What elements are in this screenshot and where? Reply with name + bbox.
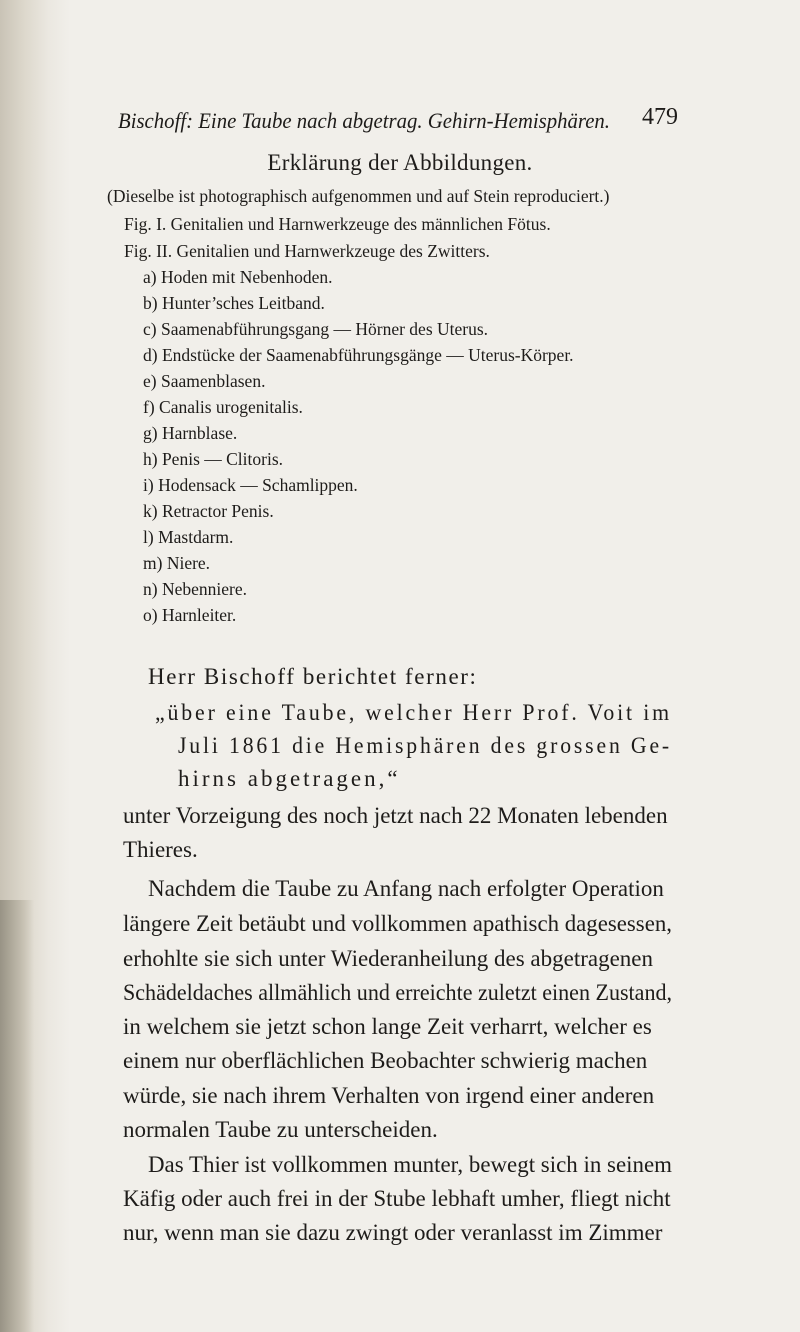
body-line: normalen Taube zu unterscheiden. bbox=[123, 1117, 438, 1142]
legend-item: g) Harnblase. bbox=[143, 423, 238, 443]
figure-caption: Fig. II. Genitalien und Harnwerkzeuge des Zwitters. bbox=[124, 241, 490, 261]
legend-item: f) Canalis urogenitalis. bbox=[143, 397, 303, 417]
body-line: in welchem sie jetzt schon lange Zeit verharrt, welcher es bbox=[123, 1014, 652, 1039]
legend-item: h) Penis — Clitoris. bbox=[143, 449, 284, 469]
legend-item: k) Retractor Penis. bbox=[143, 501, 274, 521]
body-line: Das Thier ist vollkommen munter, bewegt sich in seinem bbox=[148, 1152, 672, 1177]
legend-item: m) Niere. bbox=[143, 553, 211, 573]
legend-item: c) Saamenabführungsgang — Hörner des Uterus. bbox=[143, 319, 489, 339]
body-line: erhohlte sie sich unter Wiederanheilung des abgetragenen bbox=[123, 946, 653, 971]
figure-explanation-heading: Erklärung der Abbildungen. bbox=[267, 150, 533, 175]
figure-note: (Dieselbe ist photographisch aufgenommen und auf Stein reproduciert.) bbox=[107, 186, 610, 206]
legend-item: d) Endstücke der Saamenabführungsgänge — Uterus-Körper. bbox=[143, 345, 574, 365]
body-line: Käfig oder auch frei in der Stube lebhaft umher, fliegt nicht bbox=[123, 1186, 671, 1211]
legend-item: i) Hodensack — Schamlippen. bbox=[143, 475, 358, 495]
quoted-title: Juli 1861 die Hemisphären des grossen Ge- bbox=[178, 733, 673, 758]
body-line: Schädeldaches allmählich und erreichte zuletzt einen Zustand, bbox=[123, 980, 673, 1005]
legend-item: b) Hunter’sches Leitband. bbox=[143, 293, 325, 313]
body-line: unter Vorzeigung des noch jetzt nach 22 Monaten lebenden bbox=[123, 803, 668, 828]
legend-item: e) Saamenblasen. bbox=[143, 371, 266, 391]
quoted-title: „über eine Taube, welcher Herr Prof. Voit im bbox=[155, 700, 673, 725]
quoted-title: hirns abgetragen,“ bbox=[178, 766, 401, 791]
section-intro: Herr Bischoff berichtet ferner: bbox=[148, 664, 478, 689]
running-header bbox=[118, 104, 678, 138]
body-line: Nachdem die Taube zu Anfang nach erfolgter Operation bbox=[148, 876, 664, 901]
running-title: Bischoff: Eine Taube nach abgetrag. Gehirn-Hemisphären. bbox=[118, 108, 611, 133]
legend-item: n) Nebenniere. bbox=[143, 579, 247, 599]
body-line: Thieres. bbox=[123, 837, 198, 862]
body-line: einem nur oberflächlichen Beobachter schwierig machen bbox=[123, 1048, 648, 1073]
legend-item: a) Hoden mit Nebenhoden. bbox=[143, 267, 333, 287]
legend-item: o) Harnleiter. bbox=[143, 605, 237, 625]
legend-item: l) Mastdarm. bbox=[143, 527, 234, 547]
page-number: 479 bbox=[642, 104, 678, 130]
figure-caption: Fig. I. Genitalien und Harnwerkzeuge des männlichen Fötus. bbox=[124, 214, 551, 234]
binding-shadow bbox=[0, 900, 34, 1332]
body-line: würde, sie nach ihrem Verhalten von irgend einer anderen bbox=[123, 1083, 655, 1108]
body-line: längere Zeit betäubt und vollkommen apathisch dagesessen, bbox=[123, 911, 673, 936]
body-line: nur, wenn man sie dazu zwingt oder veranlasst im Zimmer bbox=[123, 1220, 663, 1245]
